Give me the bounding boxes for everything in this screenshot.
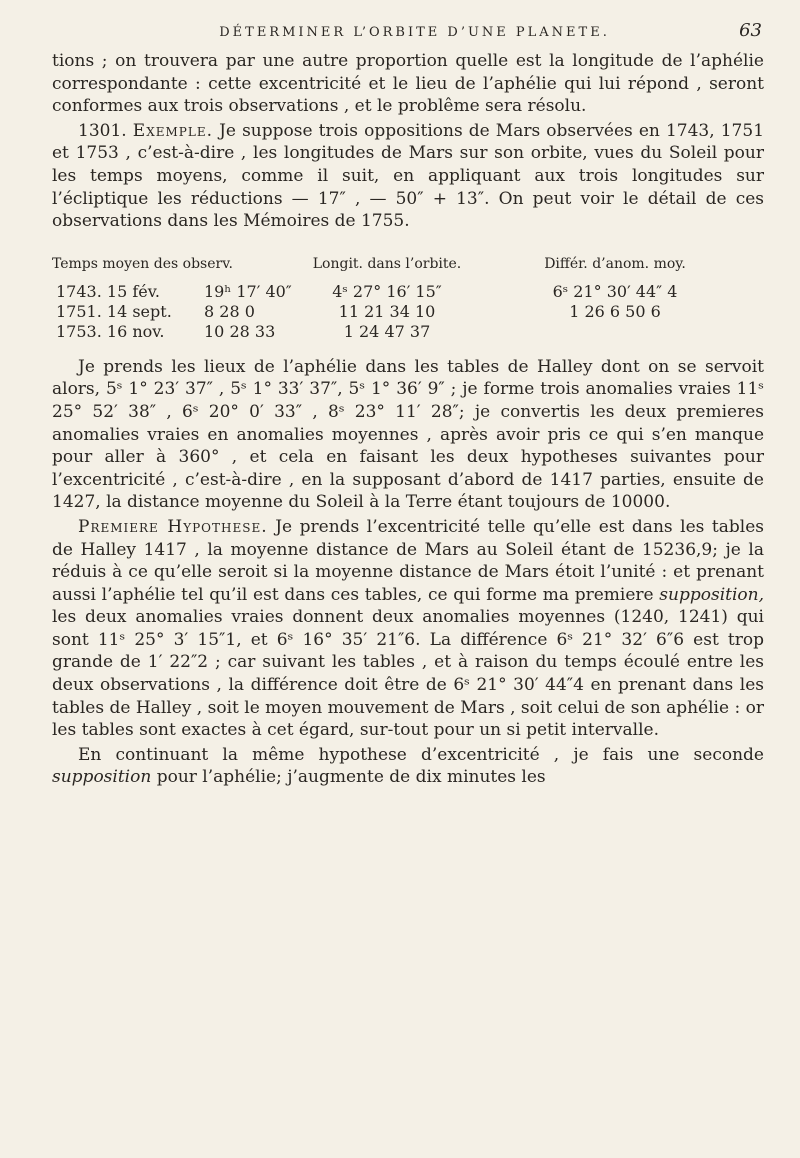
page-number: 63 <box>739 20 762 41</box>
cell-date: 1743. 15 fév. <box>56 281 160 301</box>
header-longitude: Longit. dans l’orbite. <box>312 255 462 272</box>
cell-time: 19ʰ 17′ 40″ <box>204 281 292 301</box>
cell-date: 1751. 14 sept. <box>56 301 172 321</box>
cell-date: 1753. 16 nov. <box>56 321 165 341</box>
running-head-title: DÉTERMINER L’ORBITE D’UNE PLANETE. <box>219 25 610 40</box>
example-text: Je suppose trois oppositions de Mars observées en 1743, 1751 et 1753 , c’est-à-dire , les longitudes de Mars sur son orbite, vues du Soleil pour les temps moyens, comme il suit, en appliquant aux trois longitudes sur l’écliptique les réductions — 17″ , — 50″ + 13″. On peut voir le détail de ces observations dans les Mémoires de 1755. <box>52 120 765 232</box>
cell-time: 10 28 33 <box>204 321 276 341</box>
cell-difference: 1 26 6 50 6 <box>569 301 661 321</box>
paragraph-continuation: tions ; on trouvera par une autre proportion quelle est la longitude de l’aphélie correspondante : cette excentricité et le lieu de l’aphélie qui lui répond , seront conformes aux trois observations , et le problême sera résolu. <box>52 51 764 117</box>
observations-table <box>52 255 764 342</box>
hypothese-text-after: les deux anomalies vraies donnent deux anomalies moyennes (1240, 1241) qui sont 11ˢ 25° 3′ 15″1, et 6ˢ 16° 35′ 21″6. La différence 6ˢ 21° 32′ 6″6 est trop grande de 1′ 22″2 ; car suivant les tables , et à raison du temps écoulé entre les deux observations , la différence doit être de 6ˢ 21° 30′ 44″4 en prenant dans les tables de Halley , soit le moyen mouvement de Mars , soit celui de son aphélie : or les tables sont exactes à cet égard, sur-tout pour un si petit intervalle. <box>52 607 764 741</box>
last-text-after: pour l’aphélie; j’augmente de dix minutes les <box>156 767 546 788</box>
hypothese-label: Premiere Hypothese. <box>78 516 268 537</box>
cell-longitude: 1 24 47 37 <box>343 321 431 341</box>
example-number: 1301. <box>78 120 127 141</box>
cell-time: 8 28 0 <box>204 301 255 321</box>
book-page <box>52 20 764 789</box>
paragraph-aphelie: Je prends les lieux de l’aphélie dans les tables de Halley dont on se servoit alors, 5ˢ 1° 23′ 37″ , 5ˢ 1° 33′ 37″, 5ˢ 1° 36′ 9″ ; je forme trois anomalies vraies 11ˢ 25° 52′ 38″ , 6ˢ 20° 0′ 33″ , 8ˢ 23° 11′ 28″; je convertis les deux premieres anomalies vraies en anomalies moyennes , après avoir pris ce qui s’en manque pour aller à 360° , et cela en faisant les deux hypotheses suivantes pour l’excentricité , c’est-à-dire , en la supposant d’abord de 1417 parties, ensuite de 1427, la distance moyenne du Soleil à la Terre étant toujours de 10000. <box>52 356 764 513</box>
paragraph-premiere-hypothese <box>52 516 764 742</box>
example-label: Exemple. <box>132 120 213 141</box>
table-row <box>52 302 764 322</box>
cell-difference: 6ˢ 21° 30′ 44″ 4 <box>552 281 678 301</box>
last-text-before: En continuant la même hypothese d’excentricité , je fais une seconde <box>78 744 764 765</box>
cell-difference <box>466 322 764 342</box>
table-row <box>52 322 764 342</box>
cell-longitude: 11 21 34 10 <box>338 301 436 321</box>
hypothese-italic: supposition, <box>659 584 764 605</box>
last-italic: supposition <box>52 767 152 788</box>
header-difference: Différ. d’anom. moy. <box>544 255 686 272</box>
running-head <box>90 20 764 50</box>
paragraph-example <box>52 120 764 233</box>
hypothese-text-before: Je prends l’excentricité telle qu’elle est dans les tables de Halley 1417 , la moyenne distance de Mars au Soleil étant de 15236,9; je la réduis à ce qu’elle seroit si la moyenne distance de Mars étoit l’unité : et prenant aussi l’aphélie tel qu’il est dans ces tables, ce qui forme ma premiere <box>52 516 765 605</box>
paragraph-last <box>52 744 764 789</box>
header-time: Temps moyen des observ. <box>52 255 233 272</box>
table-row <box>52 282 764 302</box>
cell-longitude: 4ˢ 27° 16′ 15″ <box>332 281 442 301</box>
table-header-row <box>52 255 764 282</box>
